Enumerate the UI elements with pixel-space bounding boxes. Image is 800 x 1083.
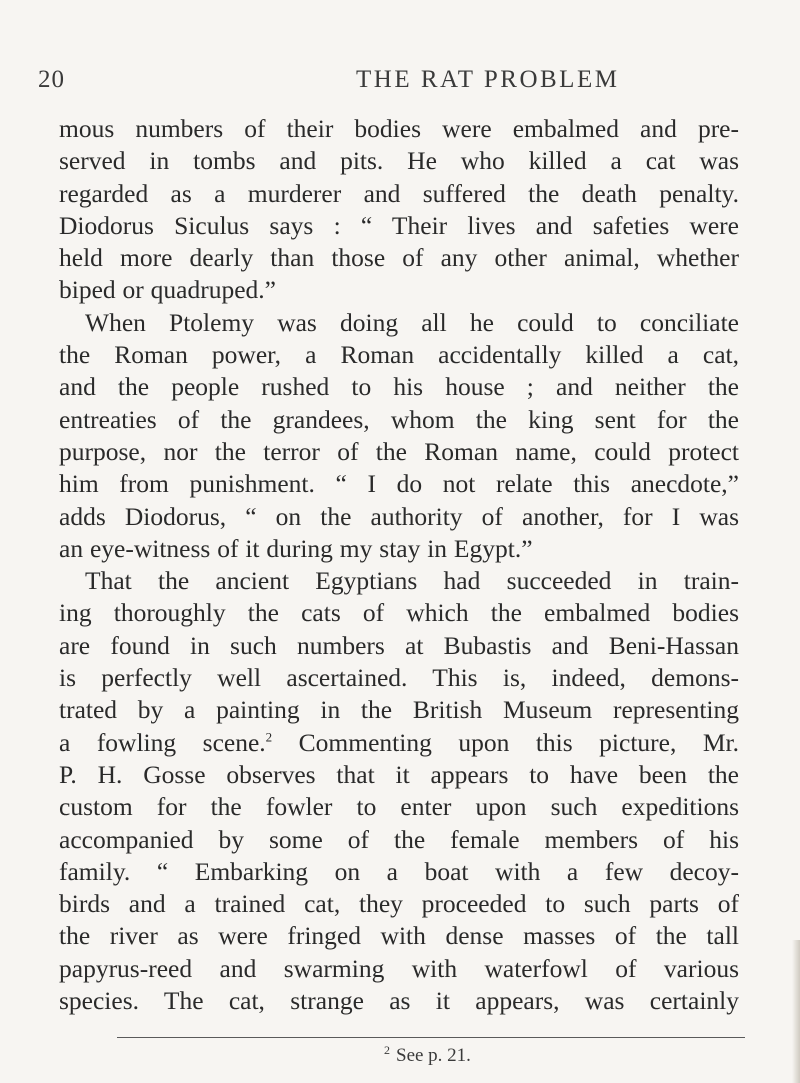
body-text — [59, 113, 739, 1017]
text-line: family. “ Embarking on a boat with a few decoy- — [59, 856, 739, 886]
text-line-lead: a fowling scene. — [59, 727, 266, 757]
text-line: purpose, nor the terror of the Roman name, could protect — [59, 436, 739, 466]
footnote-text: See p. 21. — [396, 1045, 471, 1066]
text-line: birds and a trained cat, they proceeded to such parts of — [59, 889, 739, 919]
text-line: That the ancient Egyptians had succeeded in train- — [85, 566, 739, 596]
text-line: papyrus-reed and swarming with waterfowl of various — [59, 953, 739, 983]
footnote — [384, 1042, 471, 1067]
footnote-mark: 2 — [384, 1042, 390, 1057]
text-line: trated by a painting in the British Museum representing — [59, 695, 739, 725]
text-line: biped or quadruped.” — [59, 275, 276, 305]
page-number: 20 — [38, 66, 65, 93]
text-line: the Roman power, a Roman accidentally killed a cat, — [59, 340, 739, 370]
text-line: accompanied by some of the female members of his — [59, 824, 739, 854]
text-line: is perfectly well ascertained. This is, indeed, demons- — [59, 663, 739, 693]
text-line: an eye-witness of it during my stay in Egypt.” — [59, 533, 533, 563]
text-line: and the people rushed to his house ; and neither the — [59, 372, 739, 402]
text-line: P. H. Gosse observes that it appears to have been the — [59, 759, 739, 789]
text-line-rest: Commenting upon this picture, Mr. — [298, 727, 739, 757]
text-line: custom for the fowler to enter upon such expeditions — [59, 792, 739, 822]
footnote-divider — [117, 1037, 745, 1038]
text-line: him from punishment. “ I do not relate this anecdote,” — [59, 469, 739, 499]
text-line: ing thoroughly the cats of which the embalmed bodies — [59, 598, 739, 628]
footnote-reference[interactable]: 2 — [265, 729, 273, 745]
text-line: When Ptolemy was doing all he could to conciliate — [85, 307, 739, 337]
text-line: entreaties of the grandees, whom the king sent for the — [59, 404, 739, 434]
text-line: held more dearly than those of any other animal, whether — [59, 243, 739, 273]
text-line: mous numbers of their bodies were embalmed and pre- — [59, 114, 739, 143]
text-line-with-footnote — [59, 727, 739, 759]
text-line: the river as were fringed with dense masses of the tall — [59, 921, 739, 951]
text-line: species. The cat, strange as it appears, was certainly — [59, 986, 739, 1016]
running-head: THE RAT PROBLEM — [356, 66, 620, 93]
text-line: served in tombs and pits. He who killed a cat was — [59, 146, 739, 176]
page-edge-shadow — [792, 940, 800, 1083]
text-line: are found in such numbers at Bubastis and Beni-Hassan — [59, 630, 739, 660]
text-line: regarded as a murderer and suffered the death penalty. — [59, 178, 739, 208]
text-line: adds Diodorus, “ on the authority of another, for I was — [59, 501, 739, 531]
page-header — [38, 66, 732, 100]
text-line: Diodorus Siculus says : “ Their lives and safeties were — [59, 210, 739, 240]
